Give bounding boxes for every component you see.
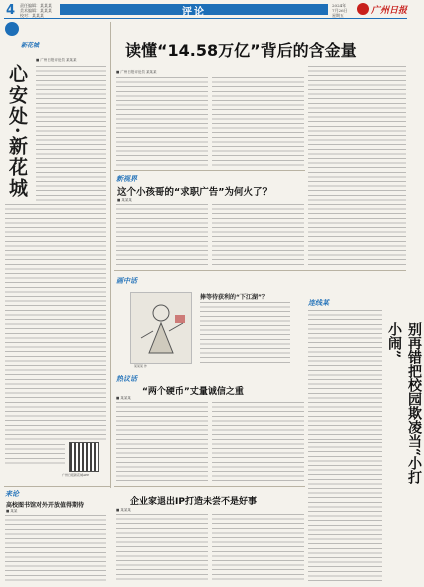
column-divider xyxy=(110,22,111,488)
article-divider-2 xyxy=(114,270,406,271)
lead-body-col-2 xyxy=(212,77,304,167)
right-headline: 别再错把校园欺凌当“小打小闹” xyxy=(386,322,422,485)
article-4-headline: 企业家退出IP打造未尝不是好事 xyxy=(130,497,257,507)
lead-body-col-1 xyxy=(116,77,208,167)
article-3-byline: ■ 某某某 xyxy=(116,396,131,400)
masthead-logo-icon xyxy=(357,3,369,15)
article-4-body-col-2 xyxy=(212,514,304,582)
article-2-tag: 新视界 xyxy=(116,175,137,183)
date-weekday: 星期五 xyxy=(332,13,344,18)
cartoon-drawing xyxy=(131,293,191,363)
article-divider-3 xyxy=(114,486,305,487)
article-2-headline: 这个小孩哥的“求职广告”为何火了？ xyxy=(117,187,272,198)
cartoon-signature: 某某某 作 xyxy=(134,364,147,368)
qr-code-icon xyxy=(69,442,99,472)
designer-line: 美术编辑：某某某 xyxy=(20,8,52,13)
header-rule xyxy=(4,18,407,19)
lead-body-col-3 xyxy=(308,66,406,268)
left-body-text-2 xyxy=(5,204,106,442)
left-byline: ■ 广州日报评论员 某某某 xyxy=(36,58,77,62)
article-2-body-col-1 xyxy=(116,204,208,266)
column-tag: 新花城 xyxy=(21,42,40,49)
cartoon-tag: 画中话 xyxy=(116,277,137,285)
cartoon-caption-text xyxy=(200,302,290,366)
right-body-text-2 xyxy=(308,442,382,582)
article-4-byline: ■ 某某某 xyxy=(116,508,131,512)
lead-headline: 读懂“14.58万亿”背后的含金量 xyxy=(125,41,357,60)
article-divider xyxy=(114,170,305,171)
cartoon-title: 捧等待获利的“下江湖”？ xyxy=(200,294,268,301)
left-headline: 心安处·新花城 xyxy=(6,64,28,199)
column-badge-icon xyxy=(5,22,19,36)
date-year: 2024年 xyxy=(332,3,347,8)
date-day: 7月26日 xyxy=(332,8,348,13)
section-title: 评论 xyxy=(182,7,206,18)
article-3-body-col-1 xyxy=(116,402,208,484)
article-3-tag: 热议话 xyxy=(116,375,137,383)
article-2-byline: ■ 某某某 xyxy=(117,198,132,202)
date-block xyxy=(332,3,356,18)
qr-caption: 广州日报新花城APP xyxy=(62,473,90,477)
right-body-text-1 xyxy=(308,310,382,440)
proofreader-line: 校对：某某某 xyxy=(20,13,44,18)
left-body-text-3 xyxy=(5,444,65,464)
article-4-body-col-1 xyxy=(116,514,208,582)
lead-byline: ■ 广州日报评论员 某某某 xyxy=(116,70,157,74)
bottom-left-tag: 来论 xyxy=(5,490,19,498)
article-3-body-col-2 xyxy=(212,402,304,484)
editor-line: 责任编辑：某某某 xyxy=(20,3,52,8)
article-2-body-col-2 xyxy=(212,204,304,266)
edition-info xyxy=(20,3,60,18)
right-column-tag: 连线某 xyxy=(308,299,329,307)
article-3-headline: “两个硬币”丈量诚信之重 xyxy=(142,387,244,397)
bottom-left-headline: 高校图书馆对外开放值得期待 xyxy=(6,502,85,509)
bottom-left-divider xyxy=(4,486,110,487)
page-number: 4 xyxy=(6,3,16,18)
cartoon-image xyxy=(130,292,192,364)
masthead: 广州日报 xyxy=(371,6,408,16)
bottom-left-body-text xyxy=(5,515,106,583)
left-body-text xyxy=(36,66,106,202)
bottom-left-byline: ■ 某某 xyxy=(6,509,18,513)
